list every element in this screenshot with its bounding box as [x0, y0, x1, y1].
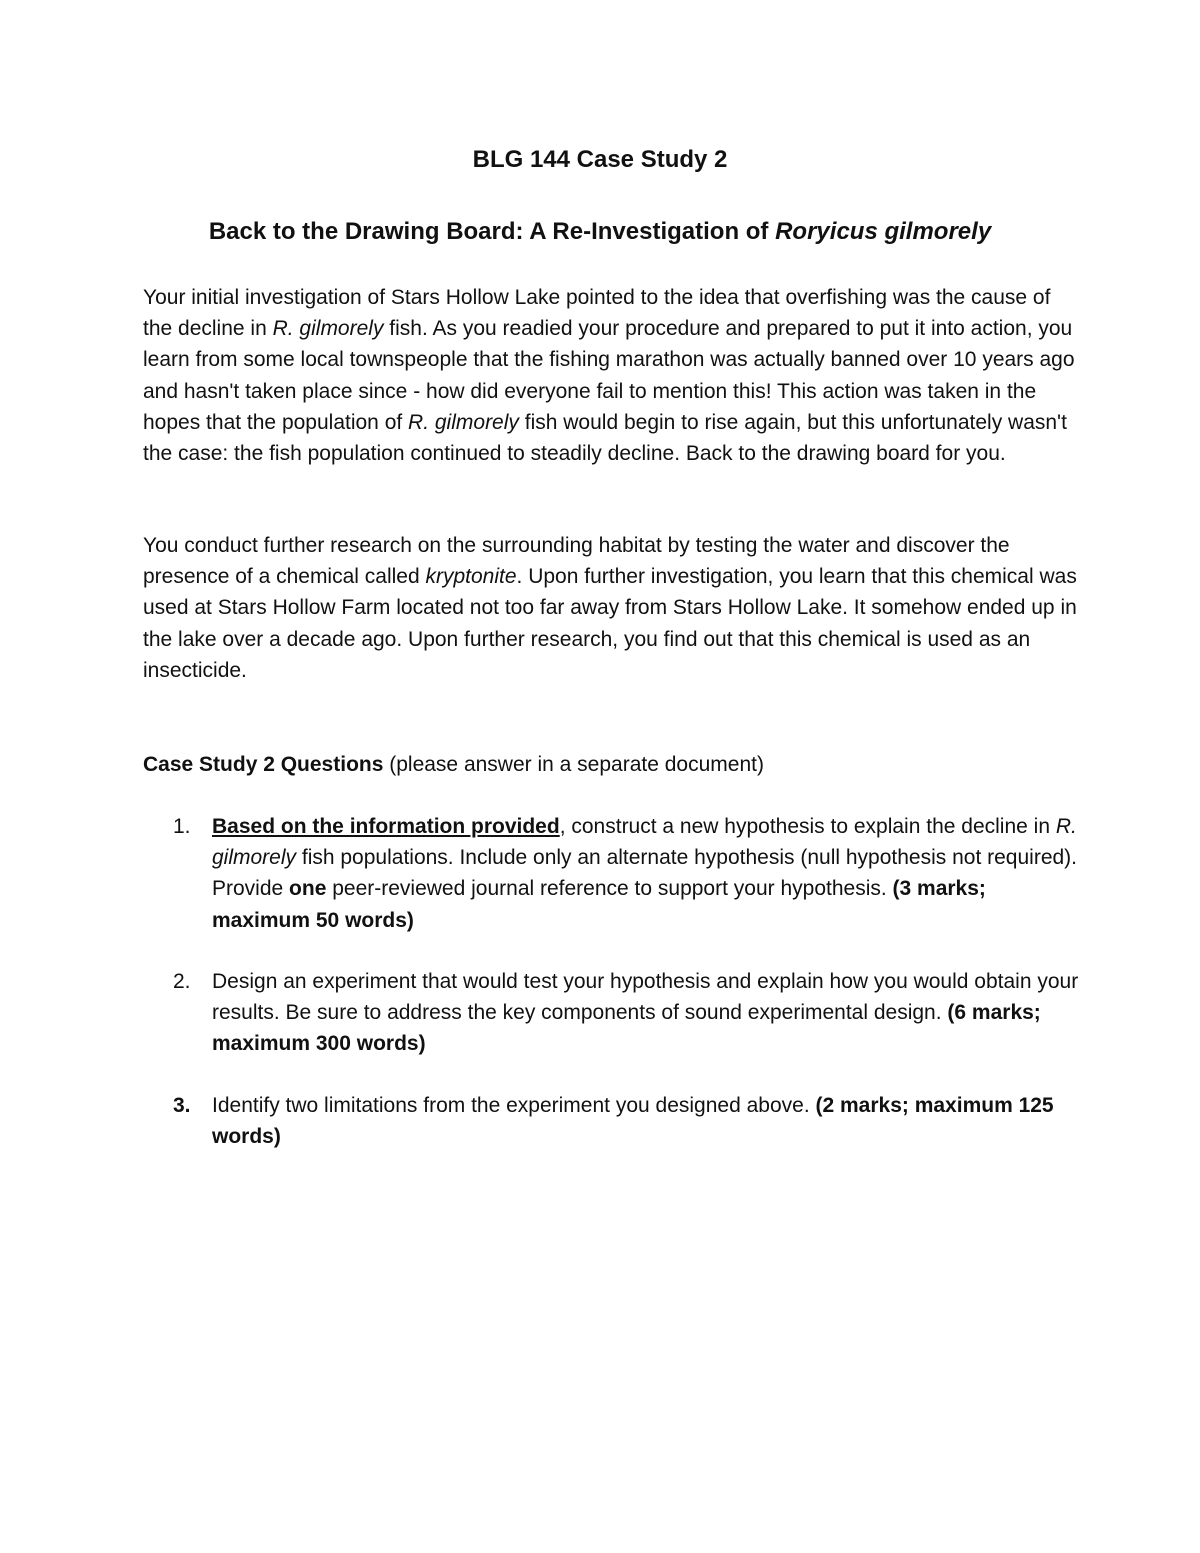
- question-text-part: Design an experiment that would test your hypothesis and explain how you would obtain your results. Be sure to address the key components of sound experimental design.: [212, 970, 1079, 1025]
- chemical-name: kryptonite: [425, 565, 517, 589]
- question-marks: (2 marks; maximum 125 words): [212, 1094, 1054, 1149]
- question-text-part: peer-reviewed journal reference to support your hypothesis.: [326, 877, 893, 901]
- question-number: 3.: [173, 1094, 191, 1117]
- question-text: [212, 1090, 1083, 1152]
- question-text-part: Identify two limitations from the experiment you designed above.: [212, 1094, 816, 1117]
- document-title: BLG 144 Case Study 2: [472, 146, 728, 173]
- intro-text-1: Your initial investigation of Stars Hollow Lake pointed to the idea that overfishing was the cause of the decline in: [143, 286, 1051, 341]
- question-marks: (6 marks; maximum 300 words): [212, 1001, 1041, 1056]
- intro-text-2: fish. As you readied your procedure and prepared to put it into action, you learn from some local townspeople that the fishing marathon was actually banned over 10 years ago and hasn't taken place since - how did everyone fail to mention this! This action was taken in the hopes that the population of: [143, 317, 1075, 434]
- question-emphasis-one: one: [289, 877, 327, 901]
- intro-paragraph: [143, 282, 1083, 469]
- question-marks: (3 marks; maximum 50 words): [212, 877, 986, 932]
- questions-heading-note: (please answer in a separate document): [383, 753, 764, 776]
- question-number: 2.: [173, 970, 191, 993]
- research-text-1: You conduct further research on the surrounding habitat by testing the water and discover the presence of a chemical called: [143, 534, 1010, 589]
- question-item-3: [143, 1090, 1083, 1152]
- questions-heading: [143, 749, 1083, 780]
- research-paragraph: [143, 530, 1083, 686]
- subtitle-species: Roryicus gilmorely: [775, 218, 992, 245]
- question-item-2: [143, 966, 1083, 1060]
- questions-heading-bold: Case Study 2 Questions: [143, 753, 384, 776]
- species-name: R. gilmorely: [408, 410, 519, 434]
- intro-text-3: fish would begin to rise again, but this unfortunately wasn't the case: the fish population continued to steadily decline. Back to the drawing board for you.: [143, 410, 1067, 466]
- species-name: R. gilmorely: [212, 815, 1077, 870]
- question-text: [212, 811, 1083, 936]
- question-text-part: , construct a new hypothesis to explain the decline in: [559, 815, 1056, 838]
- research-text-2: . Upon further investigation, you learn that this chemical was used at Stars Hollow Farm located not too far away from Stars Hollow Lake. It somehow ended up in the lake over a decade ago. Upon further research, you find out that this chemical is used as an insecticide.: [143, 565, 1077, 682]
- question-text: [212, 966, 1083, 1060]
- question-item-1: [143, 811, 1083, 936]
- subtitle-text: Back to the Drawing Board: A Re-Investigation of: [208, 218, 776, 245]
- species-name: R. gilmorely: [272, 317, 384, 341]
- question-text-part: fish populations. Include only an alternate hypothesis (null hypothesis not required). Provide: [212, 846, 1078, 901]
- document-subtitle: [0, 216, 1200, 248]
- question-number: 1.: [173, 815, 191, 838]
- question-emphasis: Based on the information provided: [212, 815, 560, 838]
